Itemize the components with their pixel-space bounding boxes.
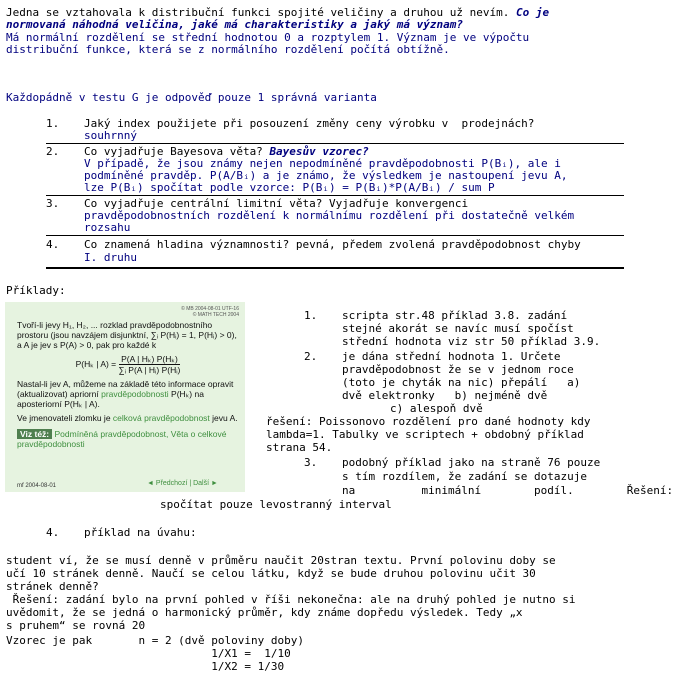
formula-denominator: ∑ᵢ P(A | Hᵢ) P(Hᵢ)	[118, 365, 181, 375]
box-navigation[interactable]: ◄ Předchozí | Další ►	[147, 480, 218, 487]
box-header: © MB 2004-08-01 UTF-16 © MATH TECH 2004	[181, 306, 239, 318]
bottom-line-9: 1/X2 = 1/30	[6, 660, 285, 673]
question-3-line-1: Co vyjadřuje centrální limitní věta? Vyjadřuje konvergenci	[84, 197, 469, 210]
formula-numerator: P(A | Hₖ) P(Hₖ)	[119, 354, 181, 365]
bottom-line-6: s pruhem“ se rovná 20	[6, 619, 146, 632]
bottom-line-4: Řešení: zadání bylo na první pohled v říši nekonečna: ale na druhý pohled je nutno si	[6, 593, 576, 606]
example-2-line-4: dvě elektronky b) nejméně dvě	[342, 389, 548, 402]
solution-2-line-3: strana 54.	[266, 441, 333, 454]
bottom-line-1: student ví, že se musí denně v průměru naučit 20stran textu. První polovinu doby se	[6, 554, 556, 567]
bottom-line-7: Vzorec je pak n = 2 (dvě poloviny doby)	[6, 634, 305, 647]
example-1-num: 1.	[304, 309, 318, 322]
divider	[46, 195, 624, 196]
solution-2-line-1: řešení: Poissonovo rozdělení pro dané hodnoty kdy	[266, 415, 591, 428]
example-1-line-1: scripta str.48 příklad 3.8. zadání	[342, 309, 568, 322]
bottom-line-5: uvědomit, že se jedná o harmonický průměr, kdy známe dopředu výsledek. Tedy „x	[6, 606, 523, 619]
see-also-links[interactable]: Podmíněná pravděpodobnost, Věta o celkové pravděpodobnosti	[17, 429, 227, 449]
question-3-line-2: pravděpodobnostních rozdělení k normálnímu rozdělení při dostatečně velkém	[84, 209, 575, 222]
intro-answer-line-1: Má normální rozdělení se střední hodnotou 0 a rozptylem 1. Význam je ve výpočtu	[6, 31, 530, 44]
question-3-num: 3.	[46, 197, 60, 210]
box-paragraph-1: Tvoří-li jevy H₁, H₂, ... rozklad pravděpodobnostního prostoru (jsou navzájem disjunktní, ∑ᵢ P(Hᵢ) = 1, P(Hᵢ) > 0), a A je jev s P(A) > 0, pak pro každé k	[17, 320, 237, 350]
box-p2-text: Nastal-li jev A, můžeme na základě této informace opravit (aktualizovat) apriorní	[17, 379, 234, 399]
box-footer: mf 2004-08-01	[17, 483, 57, 489]
box-p3-text-end: jevu A.	[209, 413, 238, 423]
bottom-line-3: stránek denně?	[6, 580, 99, 593]
example-2-line-2: pravděpodobnost že se v jednom roce	[342, 363, 574, 376]
solution-2-line-2: lambda=1. Tabulky ve scriptech + obdobný příklad	[266, 428, 584, 441]
question-2-title: Co vyjadřuje Bayesova věta?	[84, 145, 263, 158]
example-4-num: 4.	[46, 526, 60, 539]
example-4-text: příklad na úvahu:	[84, 526, 197, 539]
examples-heading: Příklady:	[6, 284, 66, 297]
box-paragraph-3	[17, 413, 239, 423]
box-see-also	[17, 429, 239, 449]
question-2-answer-label: Bayesův vzorec?	[269, 145, 369, 158]
question-2-line-1: V případě, že jsou známy nejen nepodmíněné pravděpodobnosti P(Bᵢ), ale i	[84, 157, 561, 170]
test-note: Každopádně v testu G je odpověď pouze 1 správná varianta	[6, 91, 377, 104]
example-2-line-3: (toto je chyták na nic) přepálí a)	[342, 376, 581, 389]
example-3-tail: spočítat pouze levostranný interval	[160, 498, 392, 511]
example-1-line-2: stejné akorát se navíc musí spočíst	[342, 322, 574, 335]
example-1-line-3: střední hodnota viz str 50 příklad 3.9.	[342, 335, 601, 348]
example-2-line-5: c) alespoň dvě	[390, 402, 483, 415]
divider	[46, 143, 624, 144]
box-link-total-probability[interactable]: celková pravděpodobnost	[112, 413, 210, 423]
question-4-line-2: I. druhu	[84, 251, 137, 264]
question-4-num: 4.	[46, 238, 60, 251]
bottom-line-8: 1/X1 = 1/10	[6, 647, 291, 660]
box-content	[17, 320, 239, 449]
question-3-line-3: rozsahu	[84, 221, 131, 234]
intro-question: Co je	[515, 6, 550, 19]
question-1-answer: souhrnný	[84, 129, 137, 142]
box-p2-text-end: P(Hₖ) na aposteriorní P(Hₖ | A).	[17, 389, 204, 409]
formula-lhs: P(Hₖ | A) =	[75, 358, 117, 369]
divider	[46, 235, 624, 236]
example-3-line-2: s tím rozdílem, že zadání se dotazuje	[342, 470, 588, 483]
example-2-num: 2.	[304, 350, 318, 363]
box-formula	[17, 354, 239, 375]
box-p3-text: Ve jmenovateli zlomku je	[17, 413, 113, 423]
example-3-num: 3.	[304, 456, 318, 469]
example-3-line-3: na minimální podíl. Řešení:	[342, 484, 673, 497]
box-link-probability[interactable]: pravděpodobnosti	[101, 389, 169, 399]
divider-thick	[46, 267, 624, 269]
question-2-line-3: lze P(Bᵢ) spočítat podle vzorce: P(Bᵢ) = P(Bᵢ)*P(A/Bᵢ) / sum P	[84, 181, 495, 194]
intro-question-line: normovaná náhodná veličina, jaké má charakteristiky a jaký má význam?	[6, 18, 463, 31]
see-also-tag: Viz též:	[17, 429, 52, 439]
question-2-num: 2.	[46, 145, 60, 158]
bayes-theorem-image	[5, 302, 245, 492]
example-3-line-1: podobný příklad jako na straně 76 pouze	[342, 456, 601, 469]
bottom-line-2: učí 10 stránek denně. Naučí se celou látku, když se bude druhou polovinu učit 30	[6, 567, 536, 580]
example-2-line-1: je dána střední hodnota 1. Určete	[342, 350, 561, 363]
box-paragraph-2	[17, 379, 239, 409]
question-4-line-1: Co znamená hladina významnosti? pevná, předem zvolená pravděpodobnost chyby	[84, 238, 581, 251]
intro-text: Jedna se vztahovala k distribuční funkci spojité veličiny a druhou už nevím.	[6, 6, 510, 19]
question-2-line-2: podmíněné pravděp. P(A/Bᵢ) a je známo, že výsledkem je nastoupení jevu A,	[84, 169, 568, 182]
question-1-line-1: Jaký index použijete při posouzení změny ceny výrobku v prodejnách?	[84, 117, 535, 130]
intro-answer-line-2: distribuční funkce, která se z normálního rozdělení počítá obtížně.	[6, 43, 450, 56]
question-1-num: 1.	[46, 117, 60, 130]
